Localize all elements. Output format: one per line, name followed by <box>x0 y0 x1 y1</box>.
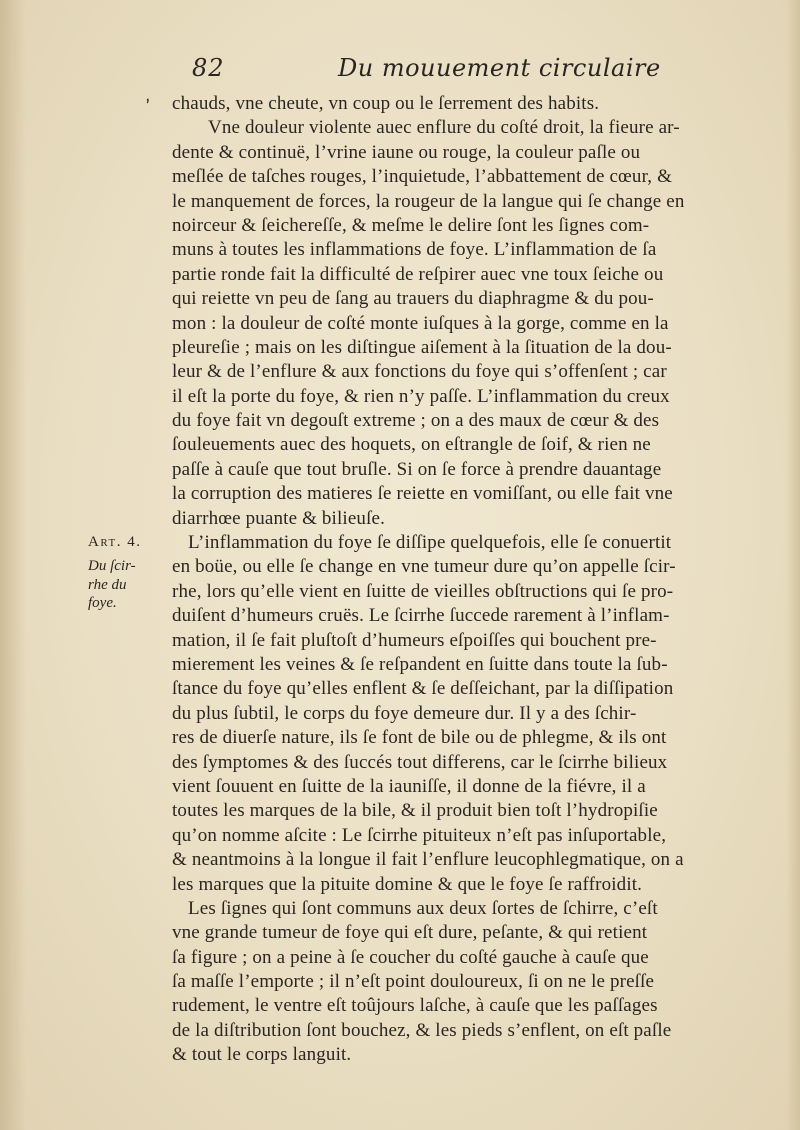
text-line: ſa figure ; on a peine à ſe coucher du coſté gauche à cauſe que <box>172 946 649 968</box>
margin-note-line: foye. <box>88 595 117 611</box>
text-line: diarrhœe puante & bilieuſe. <box>172 507 385 529</box>
margin-tick-mark: ʼ <box>142 95 155 118</box>
text-line: ſouleuements auec des hoquets, on eſtrangle de ſoif, & rien ne <box>172 434 651 456</box>
text-line: la corruption des matieres ſe reiette en vomiſſant, ou elle fait vne <box>172 483 673 505</box>
text-line: ſtance du foye qu’elles enflent & ſe deſſeichant, par la diſſipation <box>172 678 674 700</box>
text-line: res de diuerſe nature, ils ſe font de bile ou de phlegme, & ils ont <box>172 727 667 749</box>
margin-note-line: Du ſcir- <box>88 558 136 574</box>
text-line: meſlée de taſches rouges, l’inquietude, l’abbattement de cœur, & <box>172 166 673 188</box>
text-line: paſſe à cauſe que tout bruſle. Si on ſe force à prendre dauantage <box>172 458 662 480</box>
text-line: mon : la douleur de coſté monte iuſques à la gorge, comme en la <box>172 312 669 334</box>
text-line: chauds, vne cheute, vn coup ou le ſerrement des habits. <box>172 93 600 114</box>
body-text <box>172 92 767 1068</box>
text-line: les marques que la pituite domine & que le foye ſe raffroidit. <box>172 873 643 895</box>
text-line: qu’on nomme aſcite : Le ſcirrhe pituiteux n’eſt pas inſuportable, <box>172 824 667 846</box>
text-line: & tout le corps languit. <box>172 1044 352 1066</box>
text-line: vne grande tumeur de foye qui eſt dure, peſante, & qui retient <box>172 922 648 944</box>
page-header <box>192 54 672 88</box>
text-line: des ſymptomes & des ſuccés tout differens, car le ſcirrhe bilieux <box>172 751 668 773</box>
text-line: rudement, le ventre eſt toûjours laſche, à cauſe que les paſſages <box>172 995 658 1017</box>
text-line: du plus ſubtil, le corps du foye demeure dur. Il y a des ſchir- <box>172 702 637 724</box>
text-line: il eſt la porte du foye, & rien n’y paſſe. L’inflammation du creux <box>172 385 670 407</box>
text-line: leur & de l’enflure & aux fonctions du foye qui s’offenſent ; car <box>172 361 667 383</box>
text-line: rhe, lors qu’elle vient en ſuitte de vieilles obſtructions qui ſe pro- <box>172 580 674 602</box>
text-line: qui reiette vn peu de ſang au trauers du diaphragme & du pou- <box>172 288 654 310</box>
text-line: en boüe, ou elle ſe change en vne tumeur dure qu’on appelle ſcir- <box>172 556 676 578</box>
text-line: L’inflammation du foye ſe diſſipe quelquefois, elle ſe conuertit <box>188 532 672 554</box>
text-line: & neantmoins à la longue il fait l’enflure leucophlegmatique, on a <box>172 849 684 871</box>
margin-note <box>88 557 166 613</box>
page-number: 82 <box>192 54 225 82</box>
margin-note-line: rhe du <box>88 576 127 593</box>
text-line: muns à toutes les inflammations de foye. L’inflammation de ſa <box>172 239 657 261</box>
text-line: duiſent d’humeurs cruës. Le ſcirrhe ſuccede rarement à l’inflam- <box>172 605 670 627</box>
text-line: du foye fait vn degouſt extreme ; on a des maux de cœur & des <box>172 410 660 432</box>
running-title: Du mouuement circulaire <box>338 54 661 82</box>
text-line: dente & continuë, l’vrine iaune ou rouge, la couleur paſle ou <box>172 141 641 163</box>
article-label: Art. 4. <box>88 534 142 550</box>
text-line: ſa maſſe l’emporte ; il n’eſt point douloureux, ſi on ne le preſſe <box>172 971 655 993</box>
text-line: noirceur & ſeichereſſe, & meſme le delire ſont les ſignes com- <box>172 214 650 236</box>
text-line: mierement les veines & ſe reſpandent en ſuitte dans toute la ſub- <box>172 653 668 675</box>
text-line: vient ſouuent en ſuitte de la iauniſſe, il donne de la fiévre, il a <box>172 775 646 797</box>
text-line: mation, il ſe fait pluſtoſt d’humeurs eſpoiſſes qui bouchent pre- <box>172 629 657 651</box>
text-line: pleureſie ; mais on les diſtingue aiſement à la ſituation de la dou- <box>172 336 672 358</box>
text-line: Les ſignes qui ſont communs aux deux ſortes de ſchirre, c’eſt <box>188 897 658 919</box>
text-line: Vne douleur violente auec enflure du coſté droit, la fieure ar- <box>208 117 680 139</box>
text-line: toutes les marques de la bile, & il produit bien toſt l’hydropiſie <box>172 800 658 822</box>
text-line: partie ronde fait la difficulté de reſpirer auec vne toux ſeiche ou <box>172 263 664 285</box>
text-line: le manquement de forces, la rougeur de la langue qui ſe change en <box>172 190 685 212</box>
text-line: de la diſtribution ſont bouchez, & les pieds s’enflent, on eſt paſle <box>172 1019 672 1041</box>
